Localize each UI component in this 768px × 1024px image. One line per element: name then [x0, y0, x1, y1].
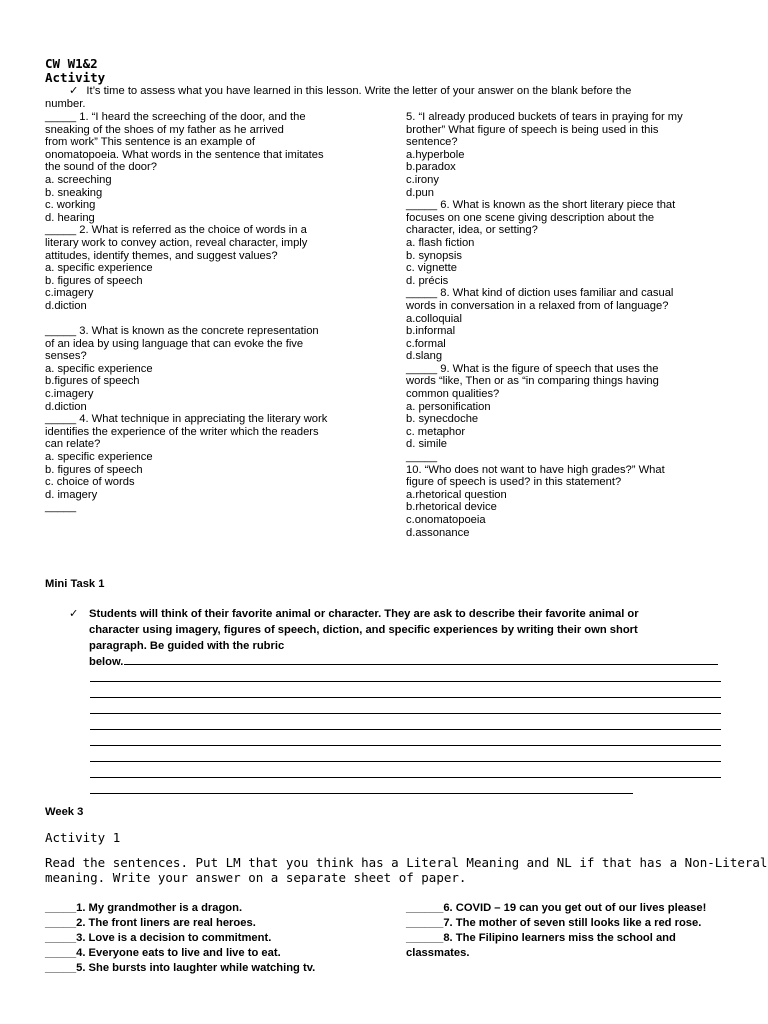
list-item: classmates.	[406, 947, 470, 959]
list-item: ______7. The mother of seven still looks like a red rose.	[406, 917, 702, 929]
writing-line[interactable]	[90, 793, 633, 794]
answer-choice: b. synecdoche	[406, 413, 479, 426]
question-line: _____ 3. What is known as the concrete representation	[45, 325, 319, 338]
list-item: _____2. The front liners are real heroes.	[45, 917, 256, 929]
question-line: common qualities?	[406, 388, 500, 401]
question-line: the sound of the door?	[45, 161, 157, 174]
instruction-line: It’s time to assess what you have learned in this lesson. Write the letter of your answer on the blank before the	[86, 85, 632, 97]
answer-choice: c.formal	[406, 337, 446, 350]
list-item: _____4. Everyone eats to live and live to eat.	[45, 947, 281, 959]
question-line: of an idea by using language that can evoke the five	[45, 337, 304, 350]
answer-blank: _____	[45, 501, 77, 514]
list-item: _____3. Love is a decision to commitment.	[45, 932, 272, 944]
answer-choice: d.diction	[45, 299, 87, 312]
question-line: senses?	[45, 350, 87, 363]
question-line: _____ 1. “I heard the screeching of the door, and the	[45, 111, 306, 123]
answer-choice: a. specific experience	[45, 262, 153, 275]
answer-choice: c.irony	[406, 173, 439, 186]
activity-1-title: Activity 1	[45, 830, 121, 845]
answer-choice: b.paradox	[406, 161, 456, 174]
answer-choice: c.onomatopoeia	[406, 514, 486, 526]
mini-task-line: character using imagery, figures of speech, diction, and specific experiences by writing their own short	[89, 624, 638, 636]
mini-task-title: Mini Task 1	[45, 578, 105, 590]
instruction-line: number.	[45, 97, 86, 110]
question-line: sentence?	[406, 136, 458, 149]
question-line: character, idea, or setting?	[406, 224, 538, 237]
writing-line[interactable]	[90, 761, 721, 762]
answer-choice: b. sneaking	[45, 186, 103, 199]
answer-choice: d. hearing	[45, 211, 95, 224]
list-item: ______6. COVID – 19 can you get out of our lives please!	[406, 902, 707, 914]
question-line: sneaking of the shoes of my father as he arrived	[45, 123, 284, 136]
answer-choice: d. précis	[406, 274, 449, 287]
question-line: brother” What figure of speech is being used in this	[406, 123, 659, 136]
writing-line[interactable]	[90, 697, 721, 698]
answer-choice: a. flash fiction	[406, 236, 475, 249]
answer-choice: c. metaphor	[406, 425, 466, 438]
activity-heading: Activity	[45, 70, 106, 85]
question-line: _____ 4. What technique in appreciating the literary work	[45, 413, 328, 426]
answer-choice: b. figures of speech	[45, 274, 143, 287]
answer-choice: b.informal	[406, 325, 456, 338]
answer-choice: d.pun	[406, 186, 434, 199]
activity-instruction	[45, 85, 725, 110]
question-line: attitudes, identify themes, and suggest values?	[45, 249, 278, 262]
answer-choice: b. figures of speech	[45, 463, 143, 476]
question-line: identifies the experience of the writer which the readers	[45, 425, 319, 438]
answer-choice: d.slang	[406, 350, 443, 363]
answer-choice: b.rhetorical device	[406, 501, 497, 514]
question-line: can relate?	[45, 438, 101, 451]
question-line: literary work to convey action, reveal character, imply	[45, 236, 308, 249]
literal-items-left	[45, 901, 315, 976]
document-title: CW W1&2	[45, 56, 98, 71]
question-line: _____ 2. What is referred as the choice of words in a	[45, 224, 307, 237]
checkmark-icon: ✓	[69, 608, 79, 620]
question-line: onomatopoeia. What words in the sentence that imitates	[45, 148, 324, 161]
mini-task-line: below.	[89, 656, 124, 668]
week-3-instruction	[45, 855, 768, 885]
mini-task-line: Students will think of their favorite animal or character. They are ask to describe their favorite animal or	[89, 608, 639, 620]
questions-right-column	[406, 111, 736, 539]
answer-choice: a. screeching	[45, 173, 112, 186]
writing-line[interactable]	[90, 745, 721, 746]
mini-task-line: paragraph. Be guided with the rubric	[89, 640, 285, 652]
question-line: 10. “Who does not want to have high grades?” What	[406, 463, 665, 476]
answer-choice: d.diction	[45, 400, 87, 413]
writing-line[interactable]	[90, 681, 721, 682]
list-item: ______8. The Filipino learners miss the school and	[406, 932, 676, 944]
question-line: from work” This sentence is an example of	[45, 136, 255, 149]
answer-choice: a. specific experience	[45, 451, 153, 464]
writing-line[interactable]	[90, 777, 721, 778]
instruction-line: meaning. Write your answer on a separate sheet of paper.	[45, 869, 467, 885]
question-line: 5. “I already produced buckets of tears in praying for my	[406, 111, 683, 123]
answer-choice: a. specific experience	[45, 362, 153, 375]
question-line: _____ 9. What is the figure of speech that uses the	[406, 362, 659, 375]
answer-choice: a.rhetorical question	[406, 488, 507, 501]
answer-choice: b.figures of speech	[45, 375, 140, 388]
literal-items-right	[406, 901, 706, 961]
answer-choice: c. vignette	[406, 262, 457, 275]
blank-line	[45, 313, 395, 326]
answer-blank: _____	[406, 451, 438, 464]
writing-line[interactable]	[124, 664, 718, 665]
mini-task-instruction	[69, 606, 729, 670]
answer-choice: d. simile	[406, 438, 448, 451]
answer-choice: a.hyperbole	[406, 148, 465, 161]
answer-choice: c.imagery	[45, 388, 94, 401]
question-line: focuses on one scene giving description about the	[406, 211, 655, 224]
list-item: _____1. My grandmother is a dragon.	[45, 902, 243, 914]
list-item: _____5. She bursts into laughter while watching tv.	[45, 962, 316, 974]
answer-choice: a. personification	[406, 400, 491, 413]
writing-line[interactable]	[90, 713, 721, 714]
instruction-line: Read the sentences. Put LM that you think has a Literal Meaning and NL if that has a Non-Literal	[45, 855, 768, 870]
week-3-title: Week 3	[45, 806, 84, 818]
question-line: figure of speech is used? in this statement?	[406, 476, 622, 489]
questions-left-column	[45, 111, 395, 514]
answer-choice: b. synopsis	[406, 249, 462, 262]
answer-choice: c. working	[45, 199, 96, 212]
checkmark-icon: ✓	[69, 85, 79, 97]
answer-choice: d.assonance	[406, 526, 470, 539]
answer-choice: c.imagery	[45, 287, 94, 300]
question-line: words “like, Then or as “in comparing things having	[406, 375, 659, 388]
question-line: words in conversation in a relaxed from of language?	[406, 299, 669, 312]
question-line: _____ 8. What kind of diction uses familiar and casual	[406, 287, 674, 300]
answer-choice: c. choice of words	[45, 476, 135, 489]
question-line: _____ 6. What is known as the short literary piece that	[406, 199, 676, 212]
answer-choice: a.colloquial	[406, 312, 462, 325]
writing-line[interactable]	[90, 729, 721, 730]
answer-choice: d. imagery	[45, 488, 98, 501]
